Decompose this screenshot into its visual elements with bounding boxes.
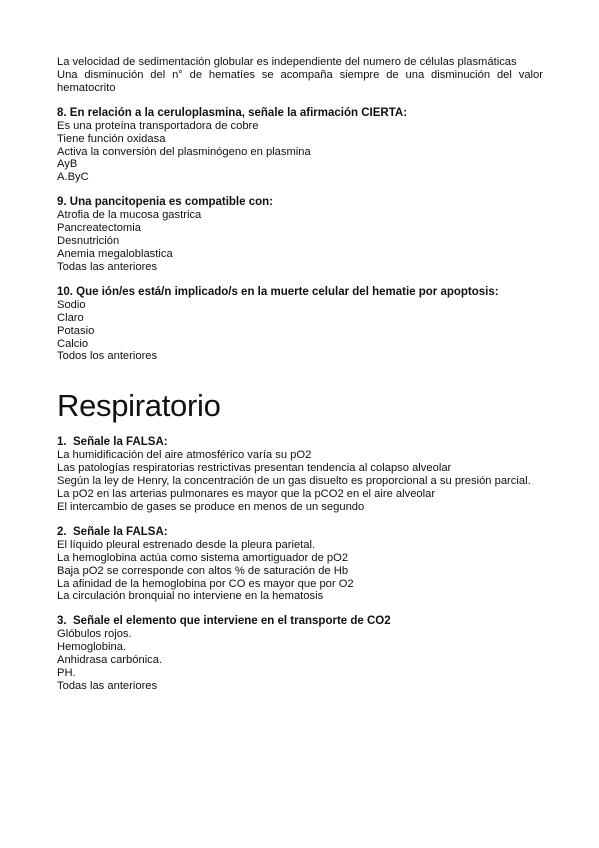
option-text: Baja pO2 se corresponde con altos % de saturación de Hb: [57, 564, 349, 577]
resp-question-1: [57, 436, 543, 514]
option-text: AyB: [57, 158, 78, 171]
option-text: Según la ley de Henry, la concentración de un gas disuelto es proporcional a su presión parcial.: [57, 475, 531, 488]
option-text: Todas las anteriores: [57, 260, 158, 273]
option-text: Todos los anteriores: [57, 350, 158, 363]
option-text: La pO2 en las arterias pulmonares es mayor que la pCO2 en el aire alveolar: [57, 488, 436, 501]
question-text: Señale la FALSA:: [73, 525, 168, 538]
option-text: Todas las anteriores: [57, 680, 158, 692]
option-text: Es una proteína transportadora de cobre: [57, 119, 259, 132]
option-text: La velocidad de sedimentación globular es independiente del numero de células plasmáticas: [57, 56, 517, 68]
resp-question-2: [57, 526, 543, 604]
option-text: Activa la conversión del plasminógeno en plasmina: [57, 145, 311, 158]
question-8: [57, 107, 543, 185]
option-text: Una disminución del n° de hematíes se acompaña siempre de una disminución del valor hematocrito: [57, 68, 543, 94]
top-options: [57, 56, 543, 95]
option-text: Hemoglobina.: [57, 641, 127, 654]
resp-question-3: [57, 615, 543, 693]
question-9: [57, 196, 543, 274]
option-text: El líquido pleural estrenado desde la pleura parietal.: [57, 538, 316, 551]
option-text: Tiene función oxidasa: [57, 132, 166, 145]
option-text: Glóbulos rojos.: [57, 628, 132, 641]
option-text: Claro: [57, 311, 84, 324]
question-title: 8. En relación a la ceruloplasmina, señale la afirmación CIERTA:: [57, 106, 408, 119]
option-text: A.ByC: [57, 171, 89, 184]
option-text: El intercambio de gases se produce en menos de un segundo: [57, 500, 365, 513]
question-title: [57, 615, 543, 628]
option-text: La humidificación del aire atmosférico varía su pO2: [57, 449, 312, 462]
question-number: 2.: [57, 525, 67, 538]
option-text: PH.: [57, 667, 76, 680]
section-title: Respiratorio: [57, 388, 221, 424]
question-title: [57, 436, 543, 449]
option-text: La afinidad de la hemoglobina por CO es mayor que por O2: [57, 577, 354, 590]
option-text: Desnutrición: [57, 235, 120, 248]
question-number: 3.: [57, 615, 67, 628]
option-text: Las patologías respiratorias restrictivas presentan tendencia al colapso alveolar: [57, 462, 452, 475]
question-title: [57, 526, 543, 539]
question-number: 1.: [57, 436, 67, 449]
option-text: Calcio: [57, 337, 89, 350]
option-text: Sodio: [57, 298, 86, 311]
question-title: 9. Una pancitopenia es compatible con:: [57, 196, 273, 209]
option-text: Anhidrasa carbónica.: [57, 654, 163, 667]
question-text: Señale la FALSA:: [73, 436, 168, 449]
question-title: 10. Que ión/es está/n implicado/s en la muerte celular del hematie por apoptosis:: [57, 285, 499, 298]
option-text: Potasio: [57, 324, 95, 337]
question-text: Señale el elemento que interviene en el transporte de CO2: [73, 615, 391, 628]
document-page: [57, 56, 543, 693]
question-10: [57, 286, 543, 364]
option-text: Atrofia de la mucosa gastrica: [57, 209, 202, 222]
option-text: La circulación bronquial no interviene en la hematosis: [57, 590, 324, 603]
option-text: Pancreatectomia: [57, 222, 141, 235]
option-text: Anemia megaloblastica: [57, 247, 173, 260]
option-text: La hemoglobina actúa como sistema amortiguador de pO2: [57, 551, 349, 564]
